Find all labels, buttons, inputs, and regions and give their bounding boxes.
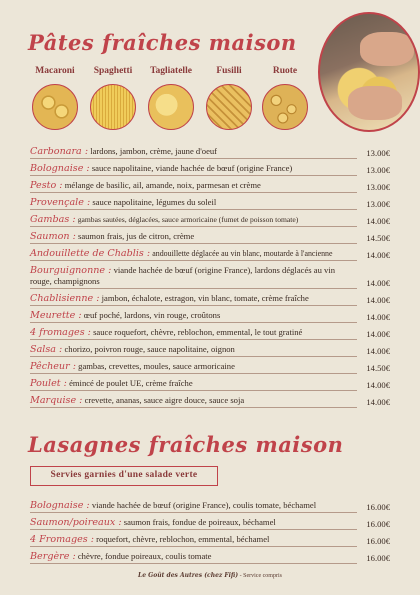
- menu-item: [30, 514, 390, 531]
- macaroni-image: [32, 84, 78, 130]
- dish-name: Bourguignonne :: [30, 265, 112, 276]
- lasagnes-subtitle-box: Servies garnies d'une salade verte: [30, 466, 218, 486]
- dish-name: 4 fromages :: [30, 327, 91, 338]
- footer: [0, 572, 420, 579]
- pasta-type-label: Tagliatelle: [150, 66, 192, 76]
- menu-item: [30, 211, 390, 228]
- dish-description: œuf poché, lardons, vin rouge, croûtons: [83, 310, 221, 320]
- menu-item: [30, 245, 390, 262]
- dish-price: 13.00€: [366, 165, 390, 175]
- dish-price: 14.00€: [366, 312, 390, 322]
- dish-name: Saumon/poireaux :: [30, 517, 122, 528]
- menu-item: [30, 548, 390, 565]
- dish-description: chèvre, fondue poireaux, coulis tomate: [77, 551, 212, 561]
- dish-name: 4 Fromages :: [30, 534, 95, 545]
- dish-price: 16.00€: [366, 536, 390, 546]
- restaurant-name: Le Goût des Autres (chez Fifi): [138, 572, 239, 579]
- dish-name: Gambas :: [30, 214, 76, 225]
- menu-item: [30, 358, 390, 375]
- dish-price: 16.00€: [366, 519, 390, 529]
- dish-price: 14.00€: [366, 329, 390, 339]
- dish-description: viande hachée de bœuf (origine France), lardons déglacés au vin rouge, champignons: [30, 265, 335, 286]
- menu-item: [30, 228, 390, 245]
- dish-description: chorizo, poivron rouge, sauce napolitaine, oignon: [64, 344, 235, 354]
- dish-price: 14.00€: [366, 295, 390, 305]
- dish-name: Salsa :: [30, 344, 63, 355]
- pasta-type-tagliatelle: [142, 66, 200, 130]
- pates-menu-list: [30, 143, 390, 409]
- dish-price: 13.00€: [366, 148, 390, 158]
- dish-name: Saumon :: [30, 231, 76, 242]
- dish-price: 16.00€: [366, 553, 390, 563]
- spaghetti-image: [90, 84, 136, 130]
- dish-description: mélange de basilic, ail, amande, noix, parmesan et crème: [64, 180, 261, 190]
- pasta-type-ruote: [256, 66, 314, 130]
- dish-description: andouillette déglacée au vin blanc, moutarde à l'ancienne: [152, 249, 333, 258]
- dish-price: 14.00€: [366, 380, 390, 390]
- dish-price: 14.00€: [366, 216, 390, 226]
- dish-name: Poulet :: [30, 378, 67, 389]
- menu-item: [30, 177, 390, 194]
- dish-name: Marquise :: [30, 395, 83, 406]
- menu-item: [30, 375, 390, 392]
- dish-name: Carbonara :: [30, 146, 89, 157]
- dish-description: sauce roquefort, chèvre, reblochon, emmental, le tout gratiné: [93, 327, 303, 337]
- dish-price: 14.00€: [366, 346, 390, 356]
- pasta-type-fusilli: [200, 66, 258, 130]
- tagliatelle-image: [148, 84, 194, 130]
- pasta-type-label: Spaghetti: [93, 66, 133, 76]
- hand-image: [348, 86, 402, 120]
- dish-price: 14.00€: [366, 250, 390, 260]
- dish-description: sauce napolitaine, légumes du soleil: [92, 197, 217, 207]
- dish-description: crevette, ananas, sauce aigre douce, sauce soja: [84, 395, 245, 405]
- dish-price: 14.00€: [366, 397, 390, 407]
- dish-name: Bolognaise :: [30, 500, 90, 511]
- hand-image: [360, 32, 414, 66]
- pasta-photo: [318, 12, 420, 132]
- dish-description: saumon frais, fondue de poireaux, béchamel: [123, 517, 276, 527]
- dish-price: 16.00€: [366, 502, 390, 512]
- menu-item: [30, 392, 390, 409]
- dish-description: roquefort, chèvre, reblochon, emmental, béchamel: [96, 534, 270, 544]
- ruote-image: [262, 84, 308, 130]
- dish-price: 14.50€: [366, 363, 390, 373]
- menu-item: [30, 324, 390, 341]
- dish-description: jambon, échalote, estragon, vin blanc, tomate, crème fraîche: [101, 293, 309, 303]
- dish-name: Meurette :: [30, 310, 82, 321]
- dish-description: gambas sautées, déglacées, sauce armoricaine (fumet de poisson tomate): [77, 215, 299, 224]
- menu-item: [30, 194, 390, 211]
- menu-item: [30, 262, 390, 290]
- pasta-type-label: Ruote: [272, 66, 298, 76]
- dish-description: émincé de poulet UE, crème fraîche: [69, 378, 193, 388]
- dish-description: lardons, jambon, crème, jaune d'oeuf: [90, 146, 218, 156]
- dish-name: Chablisienne :: [30, 293, 100, 304]
- menu-item: [30, 531, 390, 548]
- dish-name: Bolognaise :: [30, 163, 90, 174]
- dish-name: Bergère :: [30, 551, 76, 562]
- menu-item: [30, 341, 390, 358]
- dish-price: 14.00€: [366, 278, 390, 288]
- pasta-type-spaghetti: [84, 66, 142, 130]
- pasta-type-macaroni: [26, 66, 84, 130]
- dish-description: saumon frais, jus de citron, crème: [77, 231, 195, 241]
- lasagnes-menu-list: [30, 497, 390, 565]
- dish-description: gambas, crevettes, moules, sauce armoricaine: [78, 361, 235, 371]
- menu-item: [30, 160, 390, 177]
- dish-name: Pêcheur :: [30, 361, 76, 372]
- dish-description: sauce napolitaine, viande hachée de bœuf (origine France): [91, 163, 293, 173]
- dish-name: Andouillette de Chablis :: [30, 248, 151, 259]
- dish-description: viande hachée de bœuf (origine France), coulis tomate, béchamel: [91, 500, 317, 510]
- menu-item: [30, 497, 390, 514]
- fusilli-image: [206, 84, 252, 130]
- menu-item: [30, 143, 390, 160]
- dish-price: 13.00€: [366, 182, 390, 192]
- menu-item: [30, 307, 390, 324]
- pasta-type-label: Macaroni: [35, 66, 75, 76]
- pasta-type-label: Fusilli: [216, 66, 242, 76]
- section-title-lasagnes: Lasagnes fraîches maison: [28, 432, 344, 457]
- dish-name: Pesto :: [30, 180, 63, 191]
- section-title-pates: Pâtes fraîches maison: [28, 30, 297, 55]
- service-note: - Service compris: [238, 573, 282, 579]
- pasta-types: [26, 66, 314, 138]
- dish-price: 14.50€: [366, 233, 390, 243]
- menu-item: [30, 290, 390, 307]
- dish-price: 13.00€: [366, 199, 390, 209]
- dish-name: Provençale :: [30, 197, 91, 208]
